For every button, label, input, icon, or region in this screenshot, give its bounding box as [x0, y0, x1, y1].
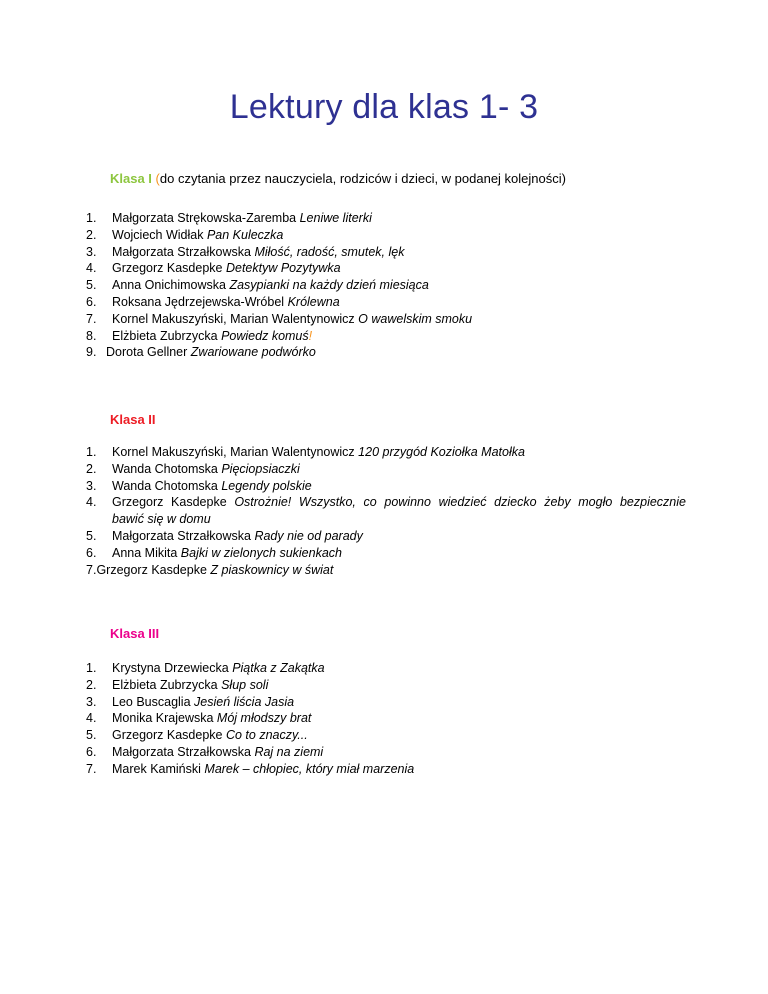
page-title: Lektury dla klas 1- 3: [229, 88, 539, 126]
klasa2-list: [86, 444, 686, 578]
klasa1-label: Klasa I: [110, 171, 152, 186]
list-item: 2. Wojciech Widłak Pan Kuleczka: [86, 227, 284, 242]
list-item: 3. Leo Buscaglia Jesień liścia Jasia: [86, 694, 295, 709]
list-item: 5. Małgorzata Strzałkowska Rady nie od parady: [86, 528, 363, 543]
klasa3-list: [86, 660, 686, 778]
list-item: 9. Dorota Gellner Zwariowane podwórko: [86, 345, 316, 360]
list-item: 2. Elżbieta Zubrzycka Słup soli: [86, 677, 269, 692]
klasa3-heading: Klasa III: [110, 626, 160, 641]
list-item: 1. Krystyna Drzewiecka Piątka z Zakątka: [86, 661, 325, 675]
list-item: 7. Kornel Makuszyński, Marian Walentynowicz O wawelskim smoku: [86, 311, 473, 326]
list-item: 1. Małgorzata Strękowska-Zaremba Leniwe literki: [86, 211, 372, 225]
klasa1-note: do czytania przez nauczyciela, rodziców i dzieci, w podanej kolejności): [159, 171, 566, 186]
list-item: 3. Wanda Chotomska Legendy polskie: [86, 478, 312, 493]
list-item: 7. Marek Kamiński Marek – chłopiec, który miał marzenia: [86, 761, 415, 776]
list-item: 2. Wanda Chotomska Pięciopsiaczki: [86, 461, 300, 476]
list-item: 4. Grzegorz Kasdepke Ostrożnie! Wszystko, co powinno wiedzieć dziecko żeby mogło bezpiecznie bawić się w domu: [86, 495, 686, 527]
klasa2-heading: Klasa II: [110, 412, 156, 427]
list-item: 1. Kornel Makuszyński, Marian Walentynowicz 120 przygód Koziołka Matołka: [86, 445, 525, 459]
list-item: 5. Grzegorz Kasdepke Co to znaczy...: [86, 728, 308, 743]
list-item: 5. Anna Onichimowska Zasypianki na każdy dzień miesiąca: [86, 278, 429, 293]
klasa1-paren: (: [155, 171, 160, 186]
list-item: 6. Roksana Jędrzejewska-Wróbel Królewna: [86, 294, 340, 309]
list-item: 4. Monika Krajewska Mój młodszy brat: [86, 711, 312, 726]
klasa1-heading: [110, 171, 566, 186]
list-item: 6. Anna Mikita Bajki w zielonych sukienkach: [86, 545, 342, 560]
list-item: 8. Elżbieta Zubrzycka Powiedz komuś!: [86, 328, 313, 343]
list-item: 6. Małgorzata Strzałkowska Raj na ziemi: [86, 744, 324, 759]
klasa1-list: [86, 210, 686, 361]
list-item: 3. Małgorzata Strzałkowska Miłość, radość, smutek, lęk: [86, 244, 405, 259]
list-item: 7.Grzegorz Kasdepke Z piaskownicy w świat: [86, 562, 334, 577]
list-item: 4. Grzegorz Kasdepke Detektyw Pozytywka: [86, 261, 341, 276]
